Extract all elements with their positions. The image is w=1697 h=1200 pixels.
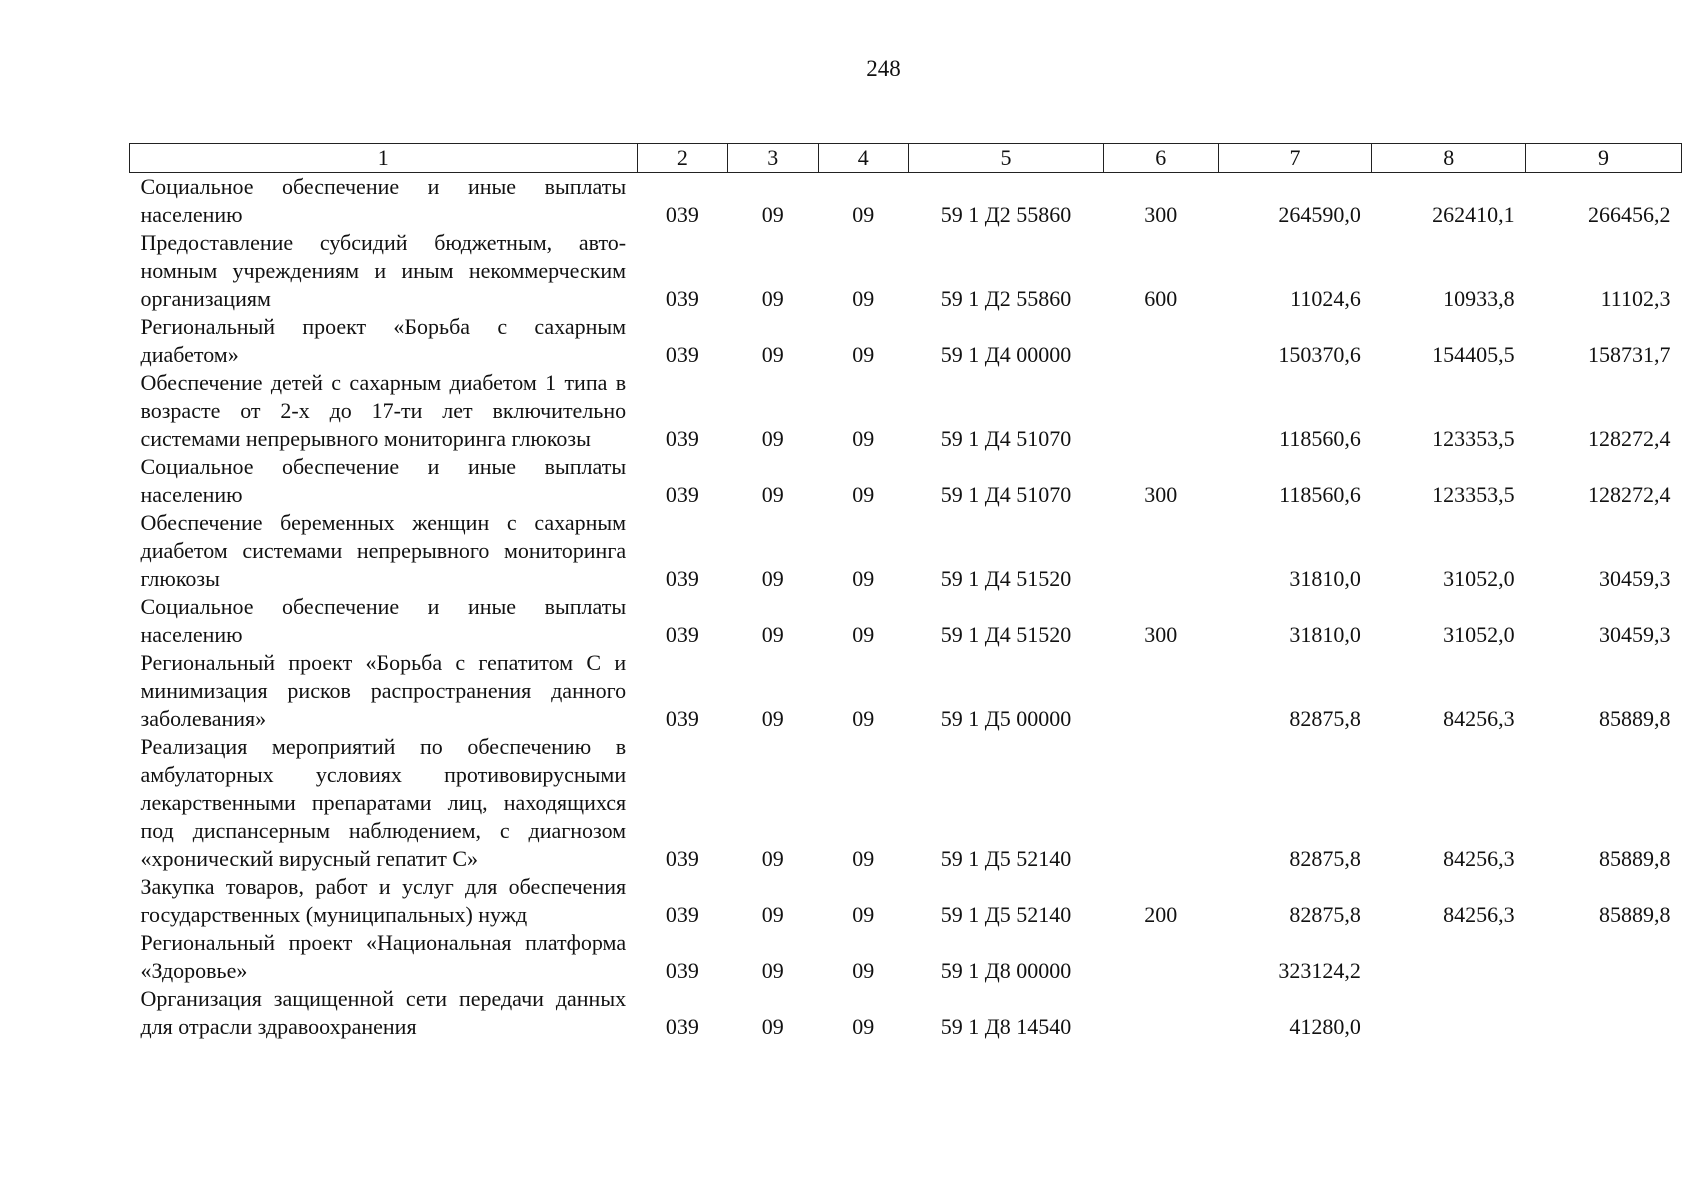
row-column-4: 09 [852,202,875,227]
table-row [130,593,1682,649]
row-value-8 [1372,985,1526,1041]
row-value-9: 128272,4 [1588,482,1671,507]
row-value-9: 128272,4 [1588,426,1671,451]
row-column-3: 09 [761,706,784,731]
row-value-8: 154405,5 [1432,342,1515,367]
row-name: Закупка товаров, работ и услуг для обеспечения государственных (муниципальных) нужд [140,874,627,927]
column-header-2: 2 [637,144,727,173]
column-header-8: 8 [1372,144,1526,173]
table-row [130,509,1682,593]
row-name: Реализация мероприятий по обеспечению в амбулаторных условиях противовирусными лекарственными препаратами лиц, находящихся под диспансерным наблюдением, с диагнозом «хронический вирусный гепатит С» [140,734,627,871]
row-value-9: 85889,8 [1599,846,1671,871]
row-code: 59 1 Д4 51070 [940,482,1072,507]
row-value-8: 31052,0 [1443,566,1515,591]
row-value-7: 82875,8 [1289,846,1361,871]
row-value-8: 123353,5 [1432,426,1515,451]
row-column-2: 039 [665,1014,699,1039]
row-value-9: 85889,8 [1599,706,1671,731]
page-number: 248 [866,56,901,81]
row-column-3: 09 [761,1014,784,1039]
row-name: Социальное обеспечение и иные выплаты населению [140,454,627,507]
row-column-3: 09 [761,622,784,647]
row-code: 59 1 Д8 14540 [940,1014,1072,1039]
row-column-3: 09 [761,202,784,227]
row-value-7: 11024,6 [1290,286,1361,311]
row-name: Региональный проект «Национальная платформа «Здоровье» [140,930,627,983]
row-value-7: 82875,8 [1289,706,1361,731]
row-name: Региональный проект «Борьба с гепатитом С и минимизация рисков распространения данного заболевания» [140,650,627,731]
row-column-2: 039 [665,622,699,647]
column-header-3: 3 [728,144,818,173]
table-row [130,369,1682,453]
row-column-3: 09 [761,286,784,311]
row-value-8: 84256,3 [1443,902,1515,927]
table-row [130,229,1682,313]
row-column-2: 039 [665,706,699,731]
row-name: Обеспечение детей с сахарным диабетом 1 типа в возрасте от 2-х до 17-ти лет включительно системами непрерывного мониторинга глюкозы [140,370,627,451]
row-column-4: 09 [852,1014,875,1039]
row-column-6: 300 [1144,202,1178,227]
row-column-4: 09 [852,622,875,647]
row-value-8: 31052,0 [1443,622,1515,647]
row-name: Обеспечение беременных женщин с сахарным диабетом системами непрерывного мониторинга глюкозы [140,510,627,591]
column-header-9: 9 [1526,144,1682,173]
row-value-9: 30459,3 [1599,622,1671,647]
row-column-6 [1103,369,1218,453]
row-value-7: 31810,0 [1289,622,1361,647]
row-value-7: 31810,0 [1289,566,1361,591]
row-value-9: 11102,3 [1600,286,1671,311]
row-name: Социальное обеспечение и иные выплаты населению [140,174,627,227]
row-code: 59 1 Д4 51520 [940,566,1072,591]
row-value-7: 82875,8 [1289,902,1361,927]
row-column-6: 300 [1144,482,1178,507]
row-name: Региональный проект «Борьба с сахарным диабетом» [140,314,627,367]
row-column-2: 039 [665,482,699,507]
row-name: Организация защищенной сети передачи данных для отрасли здравоохранения [140,986,627,1039]
row-code: 59 1 Д5 00000 [940,706,1072,731]
row-column-4: 09 [852,958,875,983]
row-value-8: 84256,3 [1443,706,1515,731]
row-column-4: 09 [852,846,875,871]
row-column-2: 039 [665,426,699,451]
row-column-3: 09 [761,566,784,591]
header-row [130,144,1682,173]
row-value-9: 30459,3 [1599,566,1671,591]
row-column-3: 09 [761,426,784,451]
row-code: 59 1 Д2 55860 [940,202,1072,227]
row-column-6 [1103,509,1218,593]
row-column-2: 039 [665,958,699,983]
row-name: Социальное обеспечение и иные выплаты населению [140,594,627,647]
row-value-8: 84256,3 [1443,846,1515,871]
row-code: 59 1 Д2 55860 [940,286,1072,311]
row-column-4: 09 [852,286,875,311]
row-value-8: 262410,1 [1432,202,1515,227]
row-value-7: 150370,6 [1278,342,1361,367]
row-code: 59 1 Д4 00000 [940,342,1072,367]
table-row [130,873,1682,929]
row-column-6 [1103,649,1218,733]
table-header [130,144,1682,173]
row-value-7: 118560,6 [1279,482,1361,507]
row-column-2: 039 [665,286,699,311]
row-code: 59 1 Д4 51520 [940,622,1072,647]
row-column-6 [1103,313,1218,369]
row-column-2: 039 [665,342,699,367]
column-header-6: 6 [1103,144,1218,173]
row-column-6: 600 [1144,286,1178,311]
row-code: 59 1 Д4 51070 [940,426,1072,451]
table-body [130,173,1682,1042]
row-name: Предоставление субсидий бюджетным, автономным учреждениям и иным некоммерческим организациям [140,230,627,311]
row-column-2: 039 [665,566,699,591]
row-column-4: 09 [852,706,875,731]
column-header-7: 7 [1218,144,1372,173]
row-value-9: 158731,7 [1588,342,1671,367]
table-row [130,929,1682,985]
row-value-8: 123353,5 [1432,482,1515,507]
row-value-7: 41280,0 [1289,1014,1361,1039]
row-column-6 [1103,929,1218,985]
row-column-6 [1103,985,1218,1041]
row-column-3: 09 [761,482,784,507]
column-header-5: 5 [908,144,1103,173]
table-row [130,985,1682,1041]
row-column-3: 09 [761,958,784,983]
table-row [130,173,1682,230]
table-row [130,453,1682,509]
row-column-2: 039 [665,902,699,927]
row-column-6 [1103,733,1218,873]
row-value-9 [1526,985,1682,1041]
column-header-4: 4 [818,144,908,173]
row-value-7: 323124,2 [1278,958,1361,983]
row-column-4: 09 [852,426,875,451]
row-column-3: 09 [761,342,784,367]
row-column-6: 200 [1144,902,1178,927]
row-column-4: 09 [852,482,875,507]
row-column-6: 300 [1144,622,1178,647]
row-column-2: 039 [665,202,699,227]
row-value-9: 85889,8 [1599,902,1671,927]
row-value-8: 10933,8 [1443,286,1515,311]
table-row [130,733,1682,873]
row-column-3: 09 [761,846,784,871]
row-value-7: 118560,6 [1279,426,1361,451]
budget-table [129,143,1682,1041]
column-header-1: 1 [130,144,638,173]
row-code: 59 1 Д5 52140 [940,902,1072,927]
row-value-8 [1372,929,1526,985]
row-value-7: 264590,0 [1278,202,1361,227]
row-code: 59 1 Д8 00000 [940,958,1072,983]
table-row [130,313,1682,369]
row-column-3: 09 [761,902,784,927]
row-value-9: 266456,2 [1588,202,1671,227]
row-value-9 [1526,929,1682,985]
table-row [130,649,1682,733]
row-column-4: 09 [852,902,875,927]
row-column-4: 09 [852,566,875,591]
row-column-2: 039 [665,846,699,871]
row-code: 59 1 Д5 52140 [940,846,1072,871]
row-column-4: 09 [852,342,875,367]
